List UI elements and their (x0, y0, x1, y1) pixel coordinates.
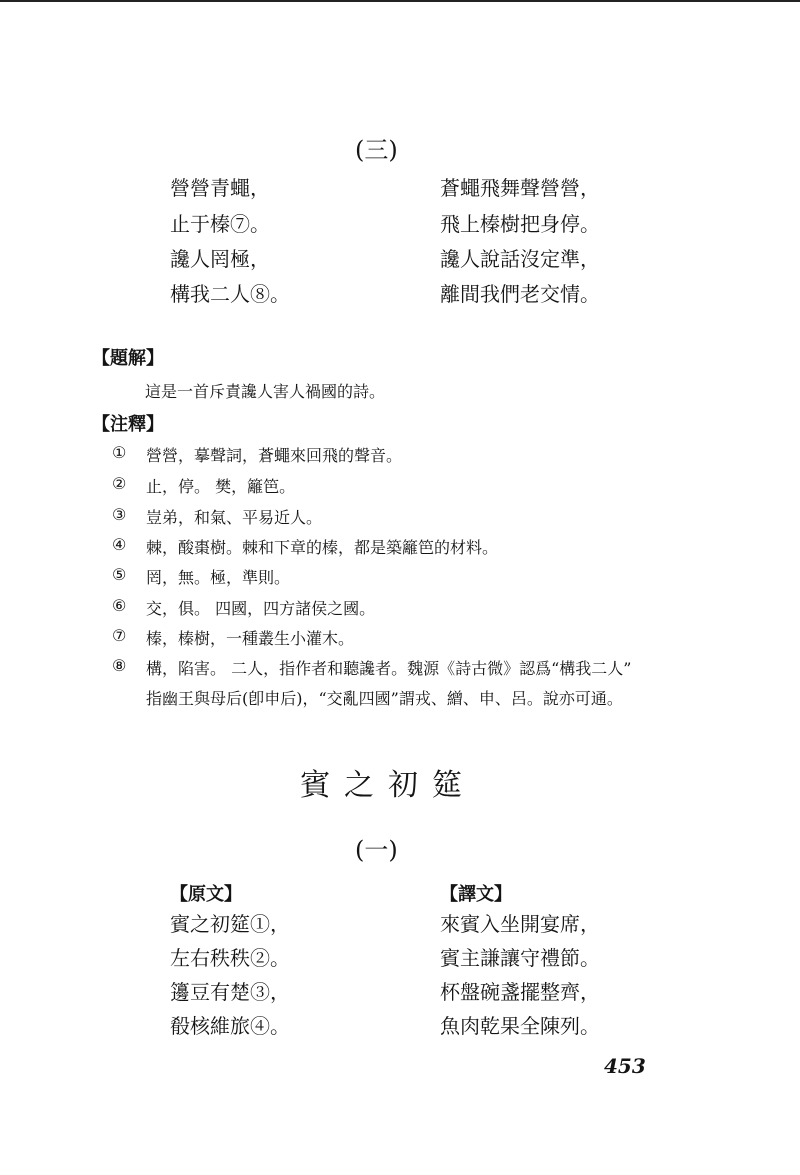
note-number: ⑧ (112, 656, 127, 675)
translation-line: 賓主謙讓守禮節。 (440, 946, 600, 970)
original-line: 構我二人⑧。 (170, 282, 290, 306)
translation-line: 離間我們老交情。 (440, 282, 600, 306)
note-number: ① (112, 443, 127, 462)
original-line: 賓之初筵①， (170, 912, 290, 936)
top-rule (0, 0, 800, 2)
translation-line: 蒼蠅飛舞聲營營， (440, 176, 600, 200)
note-number: ③ (112, 505, 127, 524)
note-text: 構，陷害。 二人，指作者和聽讒者。魏源《詩古微》認爲“構我二人” (146, 659, 632, 678)
note-number: ④ (112, 535, 127, 554)
original-line: 籩豆有楚③， (170, 980, 290, 1004)
translation-line: 讒人說話沒定準， (440, 247, 600, 271)
poem-title: 賓之初筵 (300, 768, 476, 803)
note-text: 豈弟，和氣、平易近人。 (146, 508, 323, 527)
translation-label: 【譯文】 (440, 884, 512, 905)
tijie-label: 【題解】 (92, 348, 164, 369)
original-label: 【原文】 (170, 884, 242, 905)
note-number: ⑤ (112, 565, 127, 584)
note-number: ② (112, 474, 127, 493)
original-line: 止于榛⑦。 (170, 212, 270, 236)
note-number: ⑥ (112, 596, 127, 615)
translation-line: 飛上榛樹把身停。 (440, 212, 600, 236)
translation-line: 杯盤碗盞擺整齊， (440, 980, 600, 1004)
note-text: 營營，摹聲詞，蒼蠅來回飛的聲音。 (146, 446, 403, 465)
note-text-continuation: 指幽王與母后(卽申后)，“交亂四國”謂戎、繒、申、呂。說亦可通。 (146, 689, 623, 708)
note-text: 棘，酸棗樹。棘和下章的榛，都是築籬笆的材料。 (146, 538, 499, 557)
note-text: 交，俱。 四國，四方諸侯之國。 (146, 599, 376, 618)
original-line: 左右秩秩②。 (170, 946, 290, 970)
note-text: 榛，榛樹，一種叢生小灌木。 (146, 629, 355, 648)
note-text: 罔，無。極，準則。 (146, 568, 291, 587)
original-line: 讒人罔極， (170, 247, 270, 271)
translation-line: 魚肉乾果全陳列。 (440, 1014, 600, 1038)
note-number: ⑦ (112, 626, 127, 645)
note-text: 止，停。 樊，籬笆。 (146, 477, 296, 496)
original-line: 營營青蠅， (170, 176, 270, 200)
tijie-text: 這是一首斥責讒人害人禍國的詩。 (145, 382, 386, 401)
page-number: 453 (604, 1054, 646, 1078)
original-line: 殽核維旅④。 (170, 1014, 290, 1038)
zhushi-label: 【注釋】 (92, 414, 164, 435)
translation-line: 來賓入坐開宴席， (440, 912, 600, 936)
section-number: (三) (355, 136, 398, 164)
section-number: (一) (355, 836, 398, 864)
